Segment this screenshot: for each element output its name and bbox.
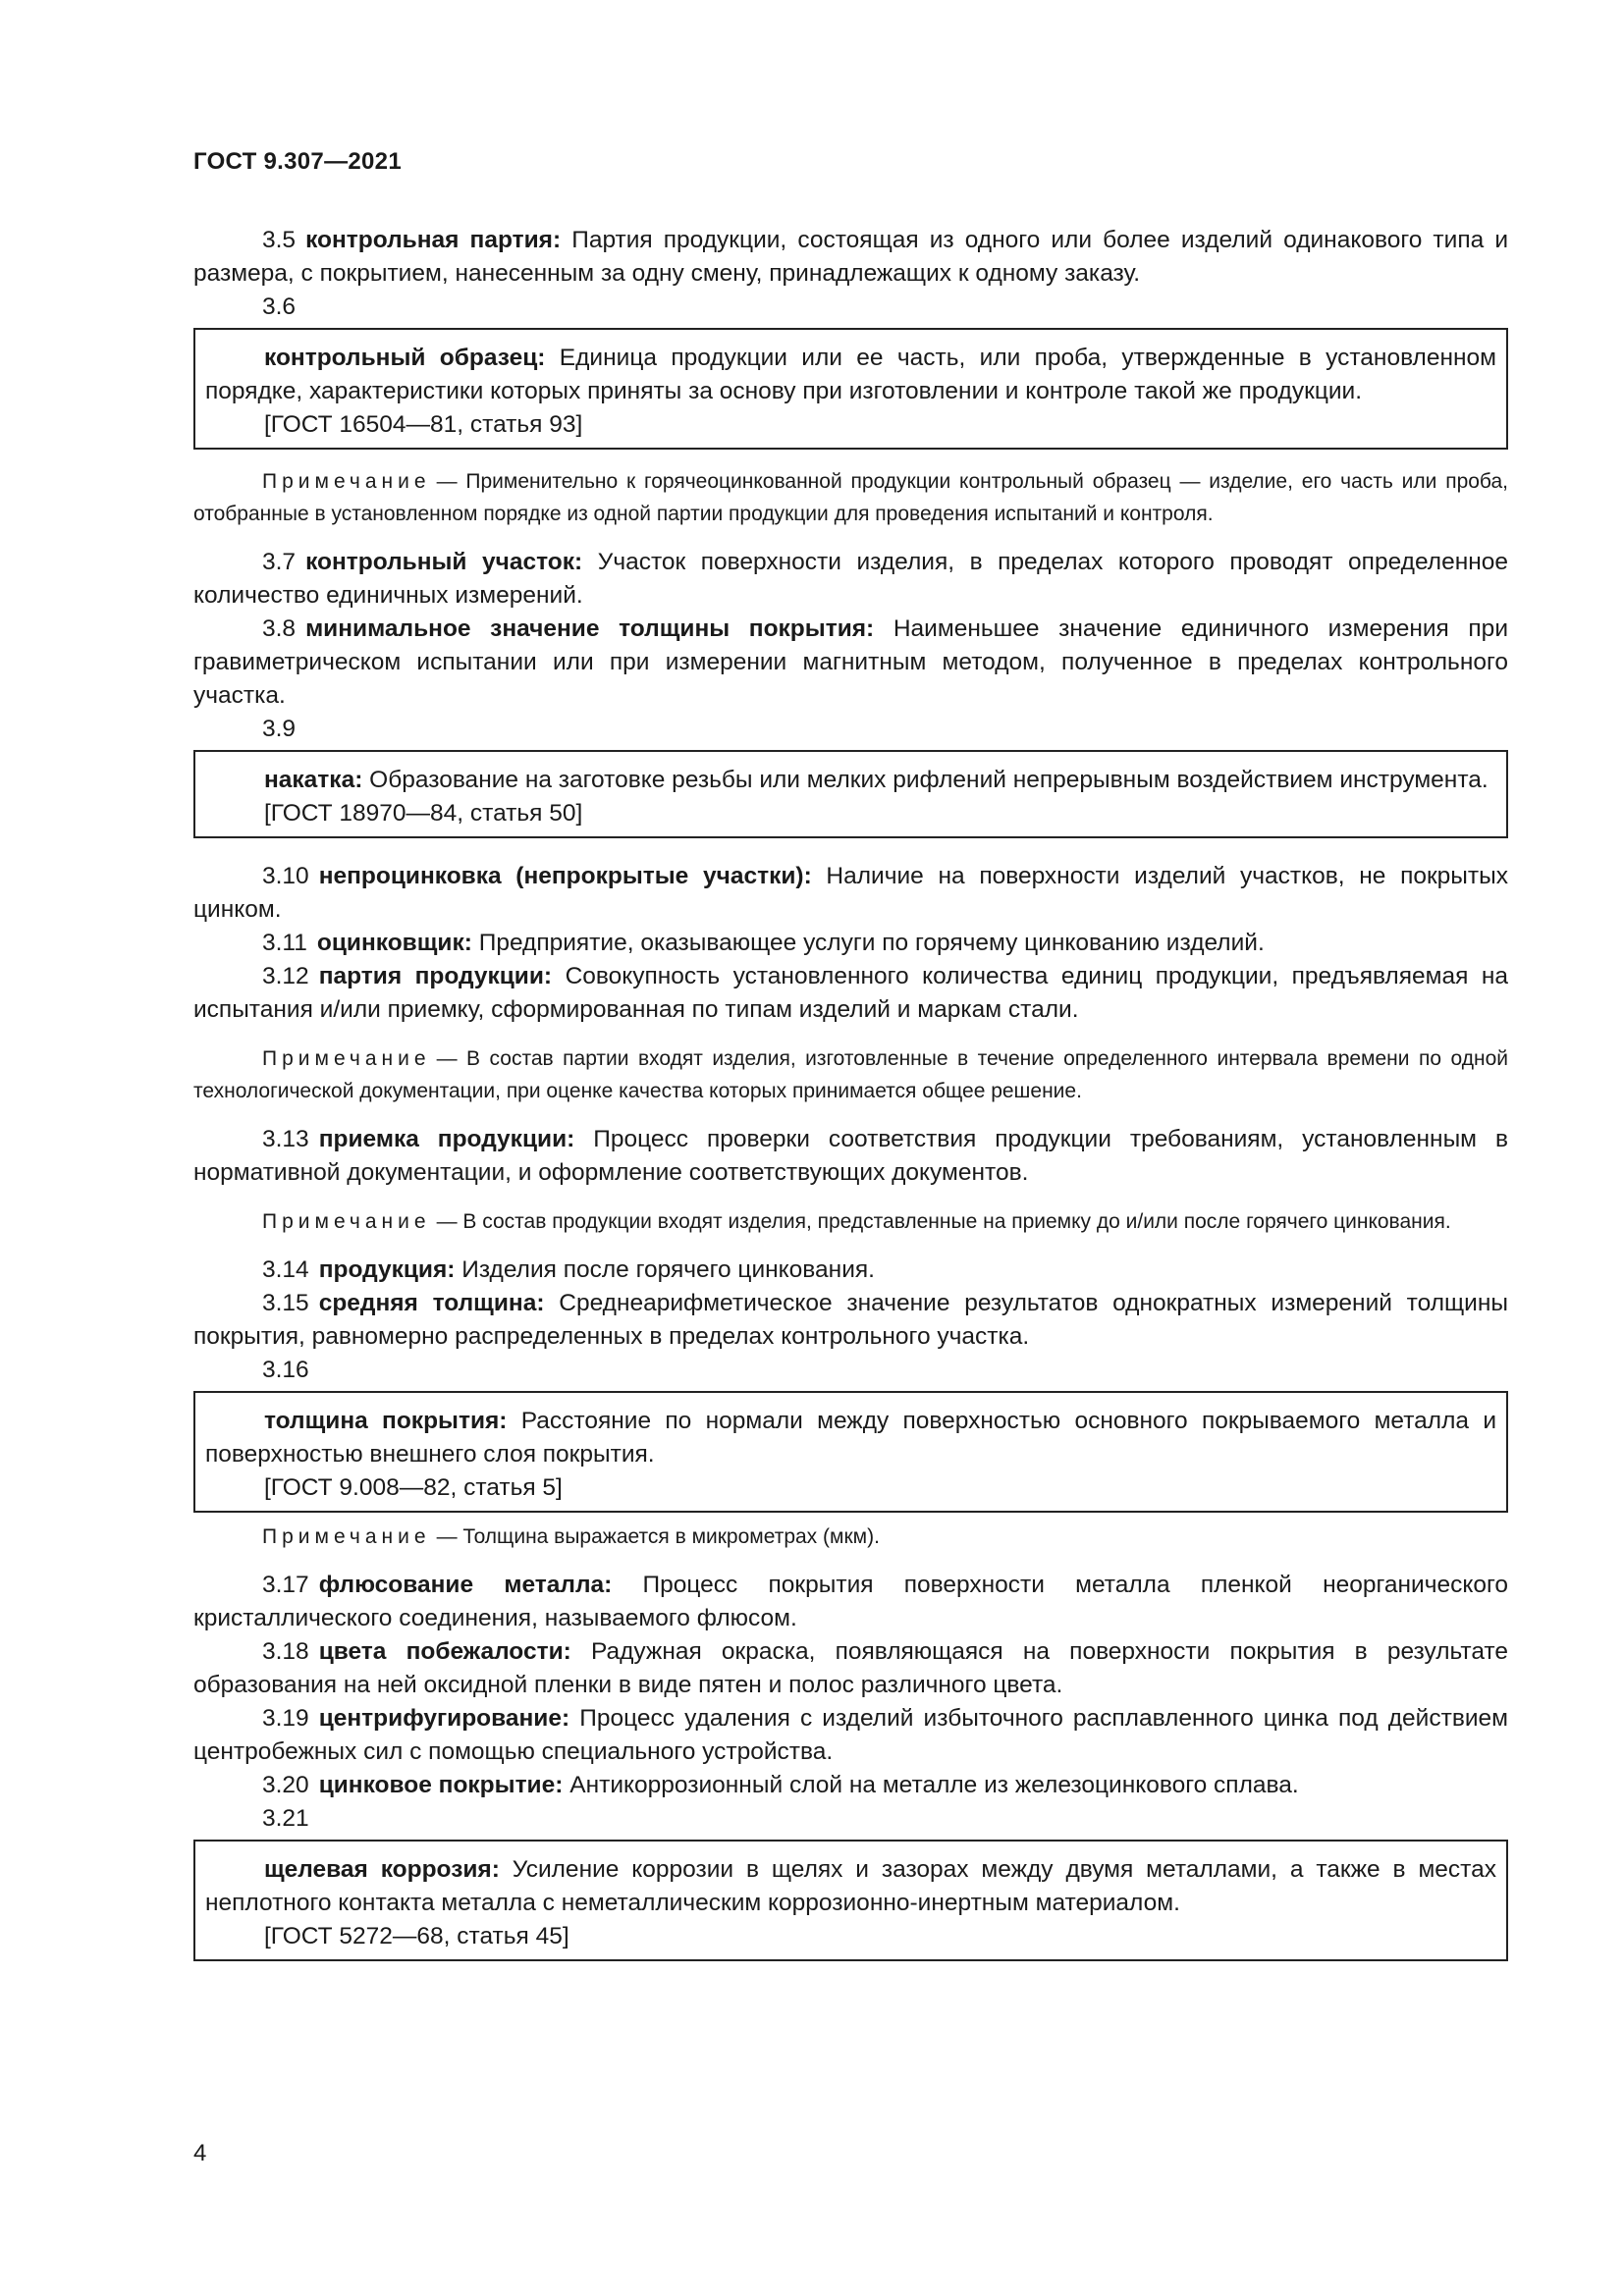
note-label: Примечание <box>262 1525 431 1548</box>
quoted-definition-box-3-6 <box>193 328 1508 450</box>
definition-text: Единица продукции или ее часть, или проба, утвержденные в установленном порядке, характеристики которых приняты за основу при изготовлении и контроле такой же продукции. <box>205 345 1496 404</box>
note-label: Примечание <box>262 470 431 493</box>
quoted-definition-box-3-9 <box>193 750 1508 838</box>
definition-3-9 <box>205 764 1496 797</box>
note-3-16 <box>193 1521 1508 1553</box>
definition-number: 3.8 <box>262 615 297 642</box>
definition-term: флюсование металла: <box>318 1572 613 1598</box>
definition-term: приемка продукции: <box>318 1126 575 1152</box>
definition-term: центрифугирование: <box>318 1705 570 1732</box>
note-3-13 <box>193 1205 1508 1238</box>
source-reference: [ГОСТ 5272—68, статья 45] <box>264 1923 569 1949</box>
definition-3-18 <box>193 1635 1508 1702</box>
definition-term: средняя толщина: <box>318 1290 545 1316</box>
definition-3-15 <box>193 1287 1508 1354</box>
definition-number: 3.10 <box>262 863 309 889</box>
note-text: — Применительно к горячеоцинкованной продукции контрольный образец — изделие, его часть или проба, отобранные в установленном порядке из одной партии продукции для проведения испытаний и контроля. <box>193 470 1508 525</box>
definition-number: 3.18 <box>262 1638 309 1665</box>
definition-3-16 <box>205 1405 1496 1471</box>
definition-3-7 <box>193 546 1508 613</box>
definition-term: щелевая коррозия: <box>264 1856 500 1883</box>
source-reference: [ГОСТ 18970—84, статья 50] <box>264 800 583 827</box>
definition-number: 3.13 <box>262 1126 309 1152</box>
definition-text: Партия продукции, состоящая из одного или более изделий одинакового типа и размера, с покрытием, нанесенным за одну смену, принадлежащих к одному заказу. <box>193 227 1509 287</box>
definition-text: Антикоррозионный слой на металле из железоцинкового сплава. <box>569 1772 1299 1798</box>
quoted-definition-box-3-16 <box>193 1391 1508 1513</box>
definition-term: минимальное значение толщины покрытия: <box>305 615 875 642</box>
definition-3-10 <box>193 860 1508 927</box>
note-3-6 <box>193 465 1508 530</box>
definition-term: оцинковщик: <box>316 930 472 956</box>
definition-3-5 <box>193 224 1508 291</box>
definition-number-3-9: 3.9 <box>262 716 297 742</box>
note-label: Примечание <box>262 1210 431 1233</box>
definition-3-6 <box>205 342 1496 408</box>
definition-3-8 <box>193 613 1508 713</box>
definition-term: продукция: <box>318 1256 456 1283</box>
definition-text: Изделия после горячего цинкования. <box>461 1256 875 1283</box>
definitions-section <box>193 224 1508 1961</box>
definition-text: Усиление коррозии в щелях и зазорах между двумя металлами, а также в местах неплотного контакта металла с неметаллическим коррозионно-инертным материалом. <box>205 1856 1496 1916</box>
definition-number: 3.14 <box>262 1256 309 1283</box>
definition-number: 3.17 <box>262 1572 309 1598</box>
definition-number: 3.12 <box>262 963 309 989</box>
definition-text: Среднеарифметическое значение результатов однократных измерений толщины покрытия, равномерно распределенных в пределах контрольного участка. <box>193 1290 1508 1350</box>
definition-term: контрольная партия: <box>305 227 562 253</box>
definition-text: Наличие на поверхности изделий участков, не покрытых цинком. <box>193 863 1508 923</box>
definition-term: толщина покрытия: <box>264 1408 508 1434</box>
definition-number: 3.7 <box>262 549 297 575</box>
definition-number: 3.19 <box>262 1705 309 1732</box>
definition-number-3-21: 3.21 <box>262 1805 309 1832</box>
definition-text: Радужная окраска, появляющаяся на поверхности покрытия в результате образования на ней оксидной пленки в виде пятен и полос различного цвета. <box>193 1638 1508 1698</box>
definition-3-17 <box>193 1569 1508 1635</box>
definition-term: непроцинковка (непрокрытые участки): <box>318 863 812 889</box>
page-number: 4 <box>193 2140 207 2166</box>
definition-3-14 <box>193 1254 1508 1287</box>
note-text: — В состав продукции входят изделия, представленные на приемку до и/или после горячего цинкования. <box>436 1210 1451 1233</box>
definition-term: цвета побежалости: <box>318 1638 571 1665</box>
definition-number: 3.15 <box>262 1290 309 1316</box>
definition-text: Совокупность установленного количества единиц продукции, предъявляемая на испытания и/или приемку, сформированная по типам изделий и маркам стали. <box>193 963 1508 1023</box>
definition-text: Процесс покрытия поверхности металла пленкой неорганического кристаллического соединения, называемого флюсом. <box>193 1572 1509 1631</box>
note-label: Примечание <box>262 1047 431 1070</box>
definition-term: цинковое покрытие: <box>318 1772 564 1798</box>
definition-number: 3.11 <box>262 930 307 956</box>
definition-text: Процесс проверки соответствия продукции требованиям, установленным в нормативной документации, и оформление соответствующих документов. <box>193 1126 1509 1186</box>
definition-text: Наименьшее значение единичного измерения при гравиметрическом испытании или при измерении магнитным методом, полученное в пределах контрольного участка. <box>193 615 1508 709</box>
definition-text: Участок поверхности изделия, в пределах которого проводят определенное количество единичных измерений. <box>193 549 1509 609</box>
definition-term: накатка: <box>264 767 363 793</box>
quoted-definition-box-3-21 <box>193 1840 1508 1961</box>
definition-3-19 <box>193 1702 1508 1769</box>
definition-number-3-16: 3.16 <box>262 1357 309 1383</box>
definition-3-12 <box>193 960 1508 1027</box>
note-text: — Толщина выражается в микрометрах (мкм). <box>436 1525 880 1548</box>
source-reference: [ГОСТ 9.008—82, статья 5] <box>264 1474 563 1501</box>
definition-3-21 <box>205 1853 1496 1920</box>
definition-text: Предприятие, оказывающее услуги по горячему цинкованию изделий. <box>478 930 1265 956</box>
definition-text: Расстояние по нормали между поверхностью основного покрываемого металла и поверхностью внешнего слоя покрытия. <box>205 1408 1497 1468</box>
definition-term: контрольный участок: <box>305 549 583 575</box>
document-header: ГОСТ 9.307—2021 <box>193 148 402 175</box>
definition-text: Образование на заготовке резьбы или мелких рифлений непрерывным воздействием инструмента. <box>369 767 1489 793</box>
definition-3-13 <box>193 1123 1508 1190</box>
definition-3-20 <box>193 1769 1508 1802</box>
definition-3-11 <box>193 927 1508 960</box>
definition-text: Процесс удаления с изделий избыточного расплавленного цинка под действием центробежных сил с помощью специального устройства. <box>193 1705 1509 1765</box>
definition-number: 3.5 <box>262 227 297 253</box>
definition-number-3-6: 3.6 <box>262 294 297 320</box>
definition-term: контрольный образец: <box>264 345 546 371</box>
note-3-12 <box>193 1042 1508 1107</box>
note-text: — В состав партии входят изделия, изготовленные в течение определенного интервала времени по одной технологической документации, при оценке качества которых принимается общее решение. <box>193 1047 1508 1102</box>
definition-term: партия продукции: <box>318 963 553 989</box>
definition-number: 3.20 <box>262 1772 309 1798</box>
source-reference: [ГОСТ 16504—81, статья 93] <box>264 411 583 438</box>
